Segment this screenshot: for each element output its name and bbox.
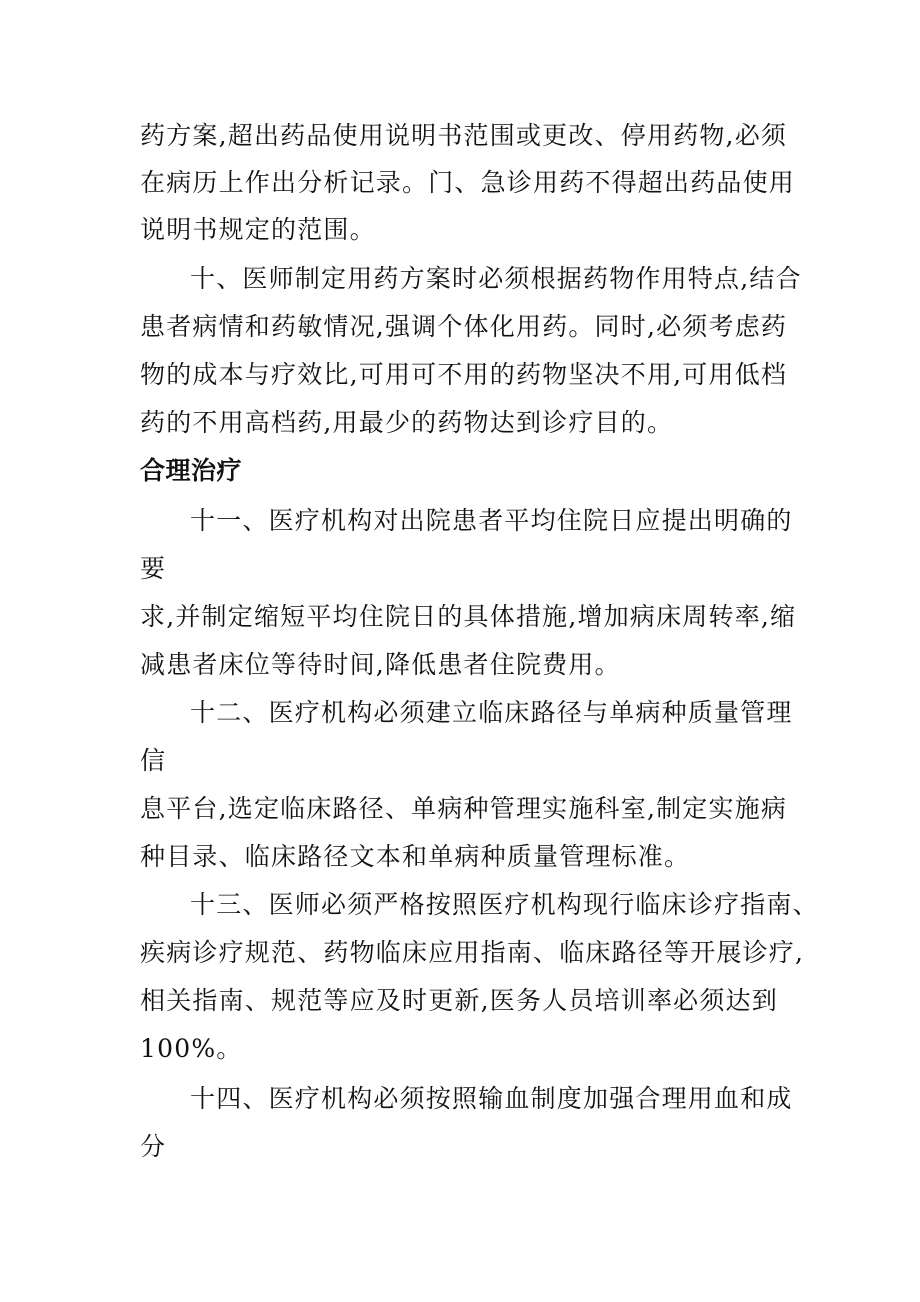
paragraph-thirteen-start: 十三、医师必须严格按照医疗机构现行临床诊疗指南、: [190, 890, 819, 919]
text-line: 信: [140, 746, 167, 775]
text-line: 疾病诊疗规范、药物临床应用指南、临床路径等开展诊疗,: [140, 938, 805, 967]
section-heading: 合理治疗: [140, 456, 243, 485]
text-line: 物的成本与疗效比,可用可不用的药物坚决不用,可用低档: [140, 360, 788, 389]
text-line: 患者病情和药敏情况,强调个体化用药。同时,必须考虑药: [140, 312, 788, 341]
text-line: 减患者床位等待时间,降低患者住院费用。: [140, 650, 621, 679]
text-line: 要: [140, 554, 167, 583]
text-line: 种目录、临床路径文本和单病种质量管理标准。: [140, 842, 691, 871]
text-line: 药的不用高档药,用最少的药物达到诊疗目的。: [140, 408, 674, 437]
text-line: 息平台,选定临床路径、单病种管理实施科室,制定实施病: [140, 794, 788, 823]
paragraph-twelve-start: 十二、医疗机构必须建立临床路径与单病种质量管理: [190, 698, 793, 727]
text-line: 求,并制定缩短平均住院日的具体措施,增加病床周转率,缩: [140, 602, 797, 631]
text-line: 100%。: [140, 1034, 243, 1063]
paragraph-eleven-start: 十一、医疗机构对出院患者平均住院日应提出明确的: [190, 506, 793, 535]
text-line: 相关指南、规范等应及时更新,医务人员培训率必须达到: [140, 986, 778, 1015]
text-line: 药方案,超出药品使用说明书范围或更改、停用药物,必须: [140, 121, 788, 150]
text-line: 在病历上作出分析记录。门、急诊用药不得超出药品使用: [140, 168, 796, 197]
paragraph-fourteen-start: 十四、医疗机构必须按照输血制度加强合理用血和成: [190, 1084, 793, 1113]
text-line: 说明书规定的范围。: [140, 215, 376, 244]
text-line: 分: [140, 1132, 167, 1161]
paragraph-ten-start: 十、医师制定用药方案时必须根据药物作用特点,结合: [190, 264, 802, 293]
